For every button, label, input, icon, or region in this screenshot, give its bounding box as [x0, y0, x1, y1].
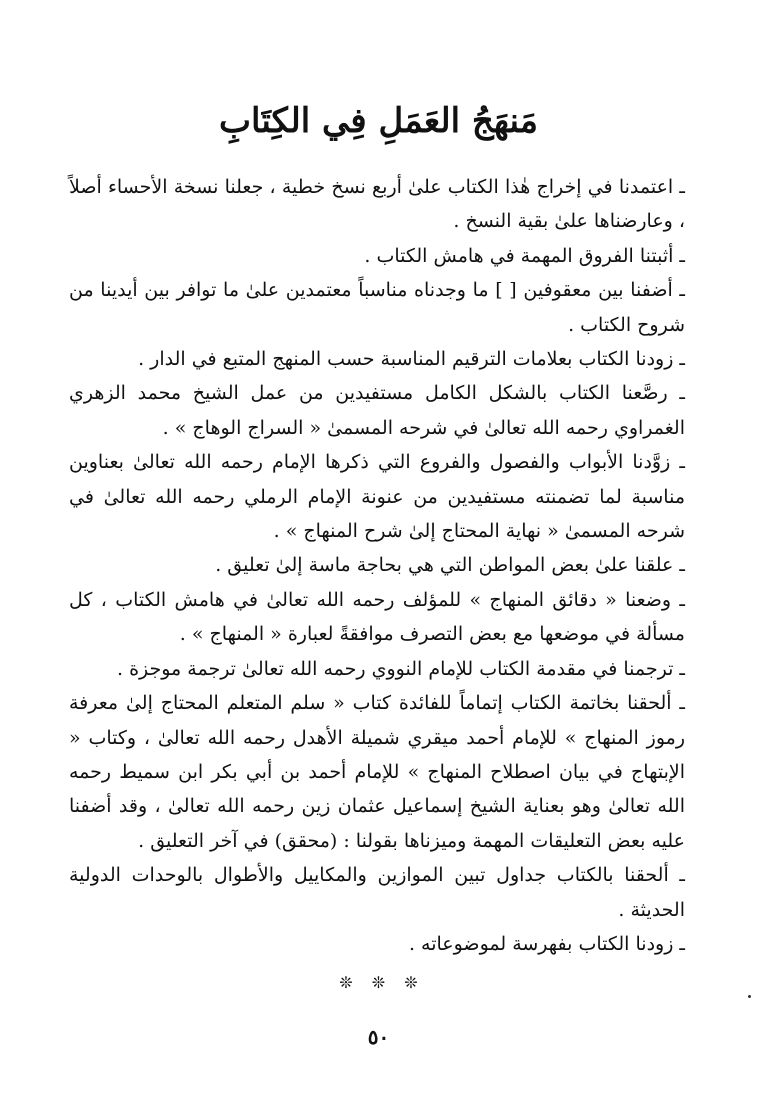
- body-text: [69, 170, 685, 961]
- paragraph-6: ـ زوَّدنا الأبواب والفصول والفروع التي ذكرها الإمام رحمه الله تعالىٰ بعناوين مناسبة لما تضمنته مستفيدين من عنونة الإمام الرملي رحمه الله تعالىٰ في شرحه المسمىٰ « نهاية المحتاج إلىٰ شرح المنهاج » .: [69, 451, 685, 543]
- paragraph-3: ـ أضفنا بين معقوفين [ ] ما وجدناه مناسباً معتمدين علىٰ ما توافر بين أيدينا من شروح الكتاب .: [69, 279, 685, 336]
- page-title: مَنهَجُ العَمَلِ فِي الكِتَابِ: [218, 101, 538, 141]
- paragraph-7: ـ علقنا علىٰ بعض المواطن التي هي بحاجة ماسة إلىٰ تعليق .: [215, 554, 685, 577]
- margin-dot: [748, 995, 751, 998]
- page-number: ٥٠: [367, 1025, 390, 1049]
- paragraph-5: ـ رصَّعنا الكتاب بالشكل الكامل مستفيدين من عمل الشيخ محمد الزهري الغمراوي رحمه الله تعالىٰ في شرحه المسمىٰ « السراج الوهاج » .: [69, 382, 685, 439]
- section-separator: ❊ ❊ ❊: [339, 973, 418, 992]
- paragraph-10: ـ ألحقنا بخاتمة الكتاب إتماماً للفائدة كتاب « سلم المتعلم المحتاج إلىٰ معرفة رموز المنهاج » للإمام أحمد ميقري شميلة الأهدل رحمه الله تعالىٰ ، وكتاب « الإبتهاج في بيان اصطلاح المنهاج » للإمام أحمد بن أبي بكر ابن سميط رحمه الله تعالىٰ وهو بعناية الشيخ إسماعيل عثمان زين رحمه الله تعالىٰ ، وقد أضفنا عليه بعض التعليقات المهمة وميزناها بقولنا : (محقق) في آخر التعليق .: [69, 692, 685, 852]
- paragraph-2: ـ أثبتنا الفروق المهمة في هامش الكتاب .: [364, 244, 685, 267]
- paragraph-8: ـ وضعنا « دقائق المنهاج » للمؤلف رحمه الله تعالىٰ في هامش الكتاب ، كل مسألة في موضعها مع بعض التصرف موافقةً لعبارة « المنهاج » .: [69, 588, 685, 646]
- paragraph-11: ـ ألحقنا بالكتاب جداول تبين الموازين والمكاييل والأطوال بالوحدات الدولية الحديثة .: [69, 864, 685, 921]
- paragraph-4: ـ زودنا الكتاب بعلامات الترقيم المناسبة حسب المنهج المتبع في الدار .: [138, 348, 685, 371]
- paragraph-12: ـ زودنا الكتاب بفهرسة لموضوعاته .: [408, 932, 685, 955]
- paragraph-1: ـ اعتمدنا في إخراج هٰذا الكتاب علىٰ أربع نسخ خطية ، جعلنا نسخة الأحساء أصلاً ، وعارضناها علىٰ بقية النسخ .: [69, 176, 685, 233]
- paragraph-9: ـ ترجمنا في مقدمة الكتاب للإمام النووي رحمه الله تعالىٰ ترجمة موجزة .: [116, 657, 685, 680]
